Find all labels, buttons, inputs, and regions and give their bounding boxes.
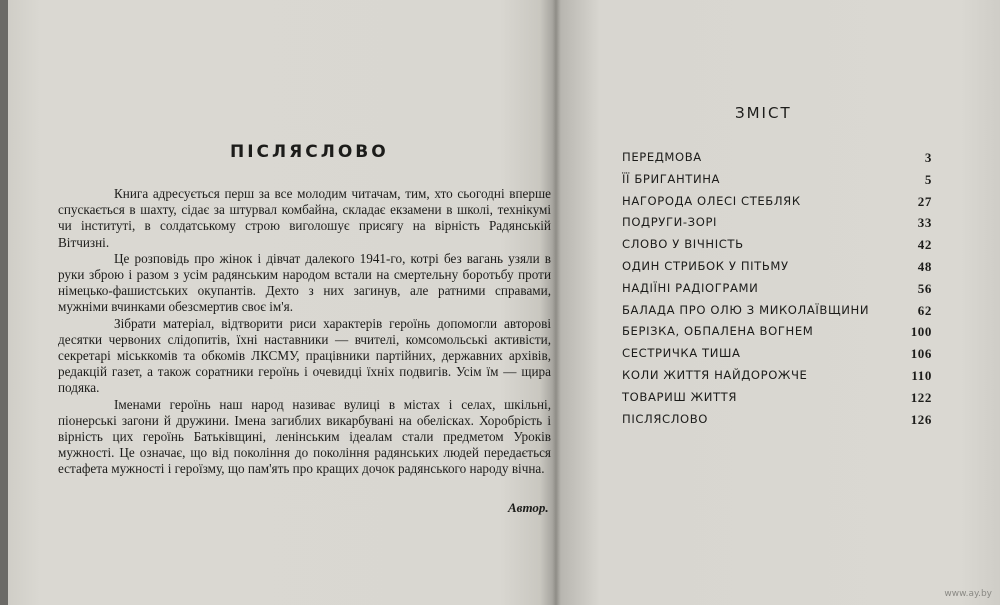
toc-entry-page: 33 [917, 215, 932, 231]
toc-entry-page: 100 [910, 324, 932, 340]
toc-entry-label: КОЛИ ЖИТТЯ НАЙДОРОЖЧЕ [622, 367, 808, 382]
paragraph: Це розповідь про жінок і дівчат далекого 1941-го, котрі без вагань узяли в руки зброю і разом з усім радянським народом встали на смертельну боротьбу проти німецько-фашистських окупантів. Дехто з них загинув, але ратними справами, мужніми вчинками обезсмертив своє ім'я. [58, 250, 551, 315]
toc-entry [622, 324, 932, 346]
toc-entry-label: НАГОРОДА ОЛЕСІ СТЕБЛЯК [622, 193, 801, 208]
left-page [40, 0, 555, 605]
toc-entry-page: 62 [917, 302, 932, 318]
toc-entry [622, 150, 932, 172]
toc-entry-page: 48 [917, 258, 932, 274]
paragraph: Книга адресується перш за все молодим читачам, тим, хто сьогодні вперше спускається в шахту, сідає за штурвал комбайна, складає екзамени в школі, технікумі чи інституті, в солдатському строю виголошує присягу на вірність Радянській Вітчизні. [58, 186, 551, 250]
toc-entry [622, 172, 932, 194]
toc-entry-label: СЕСТРИЧКА ТИША [622, 346, 741, 361]
toc-entry [622, 412, 932, 434]
toc-entry [622, 259, 932, 281]
table-of-contents [622, 150, 932, 433]
toc-entry-page: 126 [910, 411, 932, 427]
paragraph: Зібрати матеріал, відтворити риси характерів героїнь допомогли авторові десятки червоних слідопитів, їхні наставники — вчителі, комсомольські активісти, секретарі міськкомів та обкомів ЛКСМУ, працівники партійних, державних архівів, редакцій газет, а також соратники героїнь і очевидці їхніх подвигів. Усім їм — щира подяка. [58, 315, 551, 396]
toc-entry-label: ПЕРЕДМОВА [622, 150, 702, 164]
toc-entry [622, 215, 932, 237]
toc-entry-label: ТОВАРИШ ЖИТТЯ [622, 389, 738, 404]
toc-entry [622, 368, 932, 390]
toc-entry-page: 5 [924, 171, 932, 187]
toc-entry [622, 346, 932, 368]
toc-entry-label: ЇЇ БРИГАНТИНА [622, 171, 721, 186]
toc-entry-page: 42 [917, 237, 932, 253]
author-signature: Автор. [508, 500, 549, 515]
toc-entry-page: 122 [910, 389, 932, 405]
toc-entry-page: 106 [910, 346, 932, 362]
afterword-text [58, 186, 551, 478]
toc-entry-page: 3 [924, 150, 932, 165]
toc-entry-page: 56 [917, 280, 932, 296]
toc-entry [622, 237, 932, 259]
toc-entry-label: БАЛАДА ПРО ОЛЮ З МИКОЛАЇВЩИНИ [622, 302, 870, 317]
toc-entry [622, 281, 932, 303]
toc-entry [622, 194, 932, 216]
paragraph: Іменами героїнь наш народ називає вулиці в містах і селах, шкільні, піонерські загони й дружини. Імена загиблих викарбувані на обелісках. Хоробрість і вірність цих героїнь Батьківщині, ленінським ідеалам стали предметом Уроків мужності. Це означає, що від покоління до покоління радянських людей передається естафета мужності і героїзму, що пам'ять про кращих дочок радянського народу вічна. [58, 396, 551, 477]
right-page [560, 0, 1000, 605]
contents-title: ЗМІСТ [735, 104, 792, 122]
page-edge-shadow [0, 0, 8, 605]
toc-entry-label: ПІСЛЯСЛОВО [622, 411, 709, 426]
toc-entry-page: 27 [917, 193, 932, 209]
toc-entry-label: НАДІЇНІ РАДІОГРАМИ [622, 280, 759, 295]
toc-entry [622, 303, 932, 325]
toc-entry-page: 110 [911, 367, 932, 383]
toc-entry [622, 390, 932, 412]
toc-entry-label: СЛОВО У ВІЧНІСТЬ [622, 237, 744, 252]
toc-entry-label: ОДИН СТРИБОК У ПІТЬМУ [622, 258, 789, 273]
toc-entry-label: ПОДРУГИ-ЗОРІ [622, 215, 718, 230]
toc-entry-label: БЕРІЗКА, ОБПАЛЕНА ВОГНЕМ [622, 324, 814, 339]
watermark: www.ay.by [944, 589, 992, 599]
afterword-title: ПІСЛЯСЛОВО [230, 142, 389, 162]
